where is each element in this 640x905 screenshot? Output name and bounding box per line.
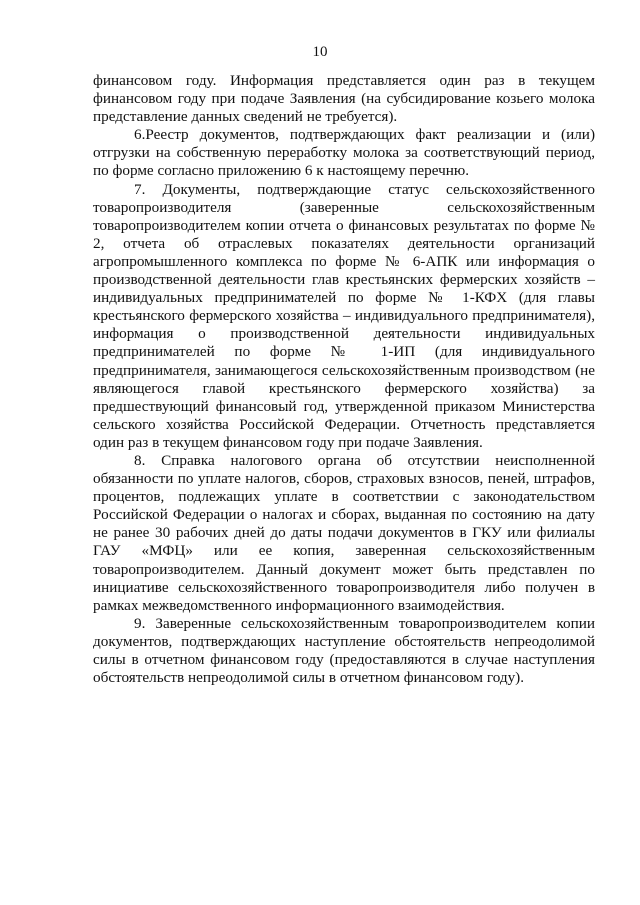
paragraph-item-7: 7. Документы, подтверждающие статус сельскохозяйственного товаропроизводителя (заверенные сельскохозяйственным товаропроизводителем копии отчета о финансовых результатах по форме № 2, отчета об отраслевых показателях деятельности организаций агропромышленного комплекса по форме № 6-АПК или информация о производственной деятельности глав крестьянских фермерских хозяйств – индивидуальных предпринимателей по форме № 1-КФХ (для главы крестьянского фермерского хозяйства – индивидуального предпринимателя), информация о производственной деятельности индивидуальных предпринимателей по форме № 1-ИП (для индивидуального предпринимателя, занимающегося сельскохозяйственным производством (не являющегося главой крестьянского фермерского хозяйства) за предшествующий финансовый год, утвержденной приказом Министерства сельского хозяйства Российской Федерации. Отчетность представляется один раз в текущем финансовом году при подаче Заявления.	[93, 180, 595, 451]
paragraph-item-6: 6.Реестр документов, подтверждающих факт реализации и (или) отгрузки на собственную переработку молока за соответствующий период, по форме согласно приложению 6 к настоящему перечню.	[93, 126, 595, 180]
paragraph-item-8: 8. Справка налогового органа об отсутствии неисполненной обязанности по уплате налогов, сборов, страховых взносов, пеней, штрафов, процентов, подлежащих уплате в соответствии с законодательством Российской Федерации о налогах и сборах, выданная по состоянию на дату не ранее 30 рабочих дней до даты подачи документов в ГКУ или филиалы ГАУ «МФЦ» или ее копия, заверенная сельскохозяйственным товаропроизводителем. Данный документ может быть представлен по инициативе сельскохозяйственного товаропроизводителя либо получен в рамках межведомственного информационного взаимодействия.	[93, 451, 595, 614]
paragraph-continuation: финансовом году. Информация представляется один раз в текущем финансовом году при подаче Заявления (на субсидирование козьего молока представление данных сведений не требуется).	[93, 72, 595, 126]
document-body	[93, 72, 595, 687]
paragraph-item-9: 9. Заверенные сельскохозяйственным товаропроизводителем копии документов, подтверждающих наступление обстоятельств непреодолимой силы в отчетном финансовом году (предоставляются в случае наступления обстоятельств непреодолимой силы в отчетном финансовом году).	[93, 614, 595, 687]
page-number: 10	[312, 44, 328, 60]
